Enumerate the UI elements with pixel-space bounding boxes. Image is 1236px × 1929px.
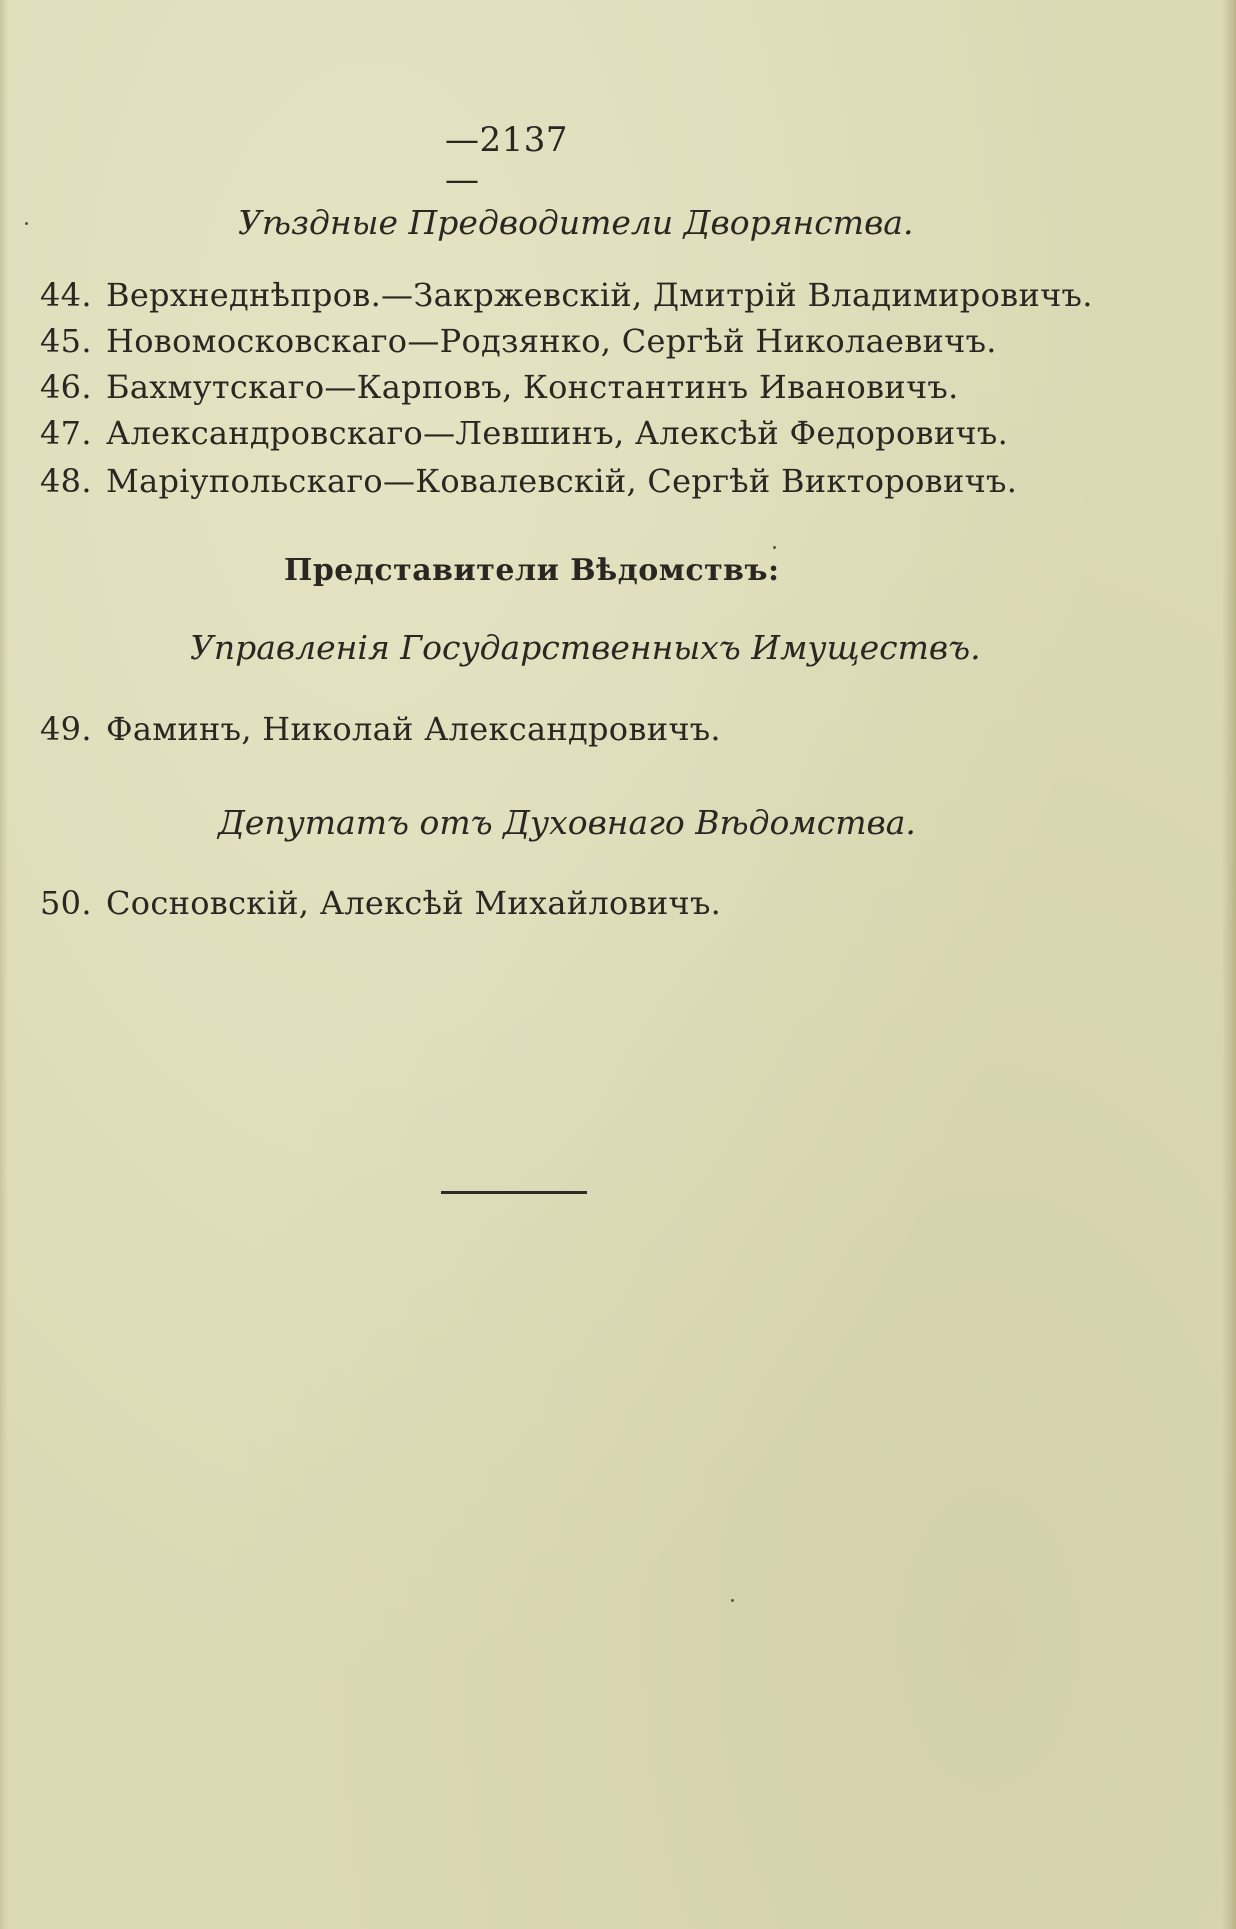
item-number: 49. [40, 710, 92, 748]
item-text: Верхнеднѣпров.—Закржевскій, Дмитрій Владимировичъ. [106, 276, 1093, 314]
list-item [40, 710, 721, 748]
item-text: Маріупольскаго—Ковалевскій, Сергѣй Викторовичъ. [106, 462, 1018, 500]
list-item [40, 368, 959, 406]
item-text: Бахмутскаго—Карповъ, Константинъ Ивановичъ. [106, 368, 959, 406]
item-number: 44. [40, 276, 92, 314]
item-text: Александровскаго—Левшинъ, Алексѣй Федоровичъ. [106, 414, 1009, 452]
closing-rule [441, 1191, 587, 1194]
section-heading-state-property: Управленія Государственныхъ Имуществъ. [190, 628, 981, 667]
section-heading-district-marshals: Уѣздные Предводители Дворянства. [238, 203, 914, 242]
paper-speck [25, 222, 28, 225]
item-number: 45. [40, 322, 92, 360]
item-text: Фаминъ, Николай Александровичъ. [106, 710, 721, 748]
item-text: Новомосковскаго—Родзянко, Сергѣй Николаевичъ. [106, 322, 997, 360]
item-number: 50. [40, 884, 92, 922]
paper-speck [773, 546, 776, 549]
list-item [40, 884, 721, 922]
list-item [40, 462, 1017, 500]
page-number: —2137— [445, 120, 569, 200]
page-edge-right [1222, 0, 1236, 1929]
list-item [40, 322, 997, 360]
section-heading-representatives: Представители Вѣдомствъ: [284, 553, 780, 588]
item-number: 46. [40, 368, 92, 406]
section-heading-clergy-deputy: Депутатъ отъ Духовнаго Вѣдомства. [218, 803, 916, 842]
page-edge-left [0, 0, 8, 1929]
list-item [40, 414, 1008, 452]
item-number: 48. [40, 462, 92, 500]
paper-speck [731, 1599, 734, 1602]
list-item [40, 276, 1093, 314]
item-text: Сосновскій, Алексѣй Михайловичъ. [106, 884, 722, 922]
item-number: 47. [40, 414, 92, 452]
